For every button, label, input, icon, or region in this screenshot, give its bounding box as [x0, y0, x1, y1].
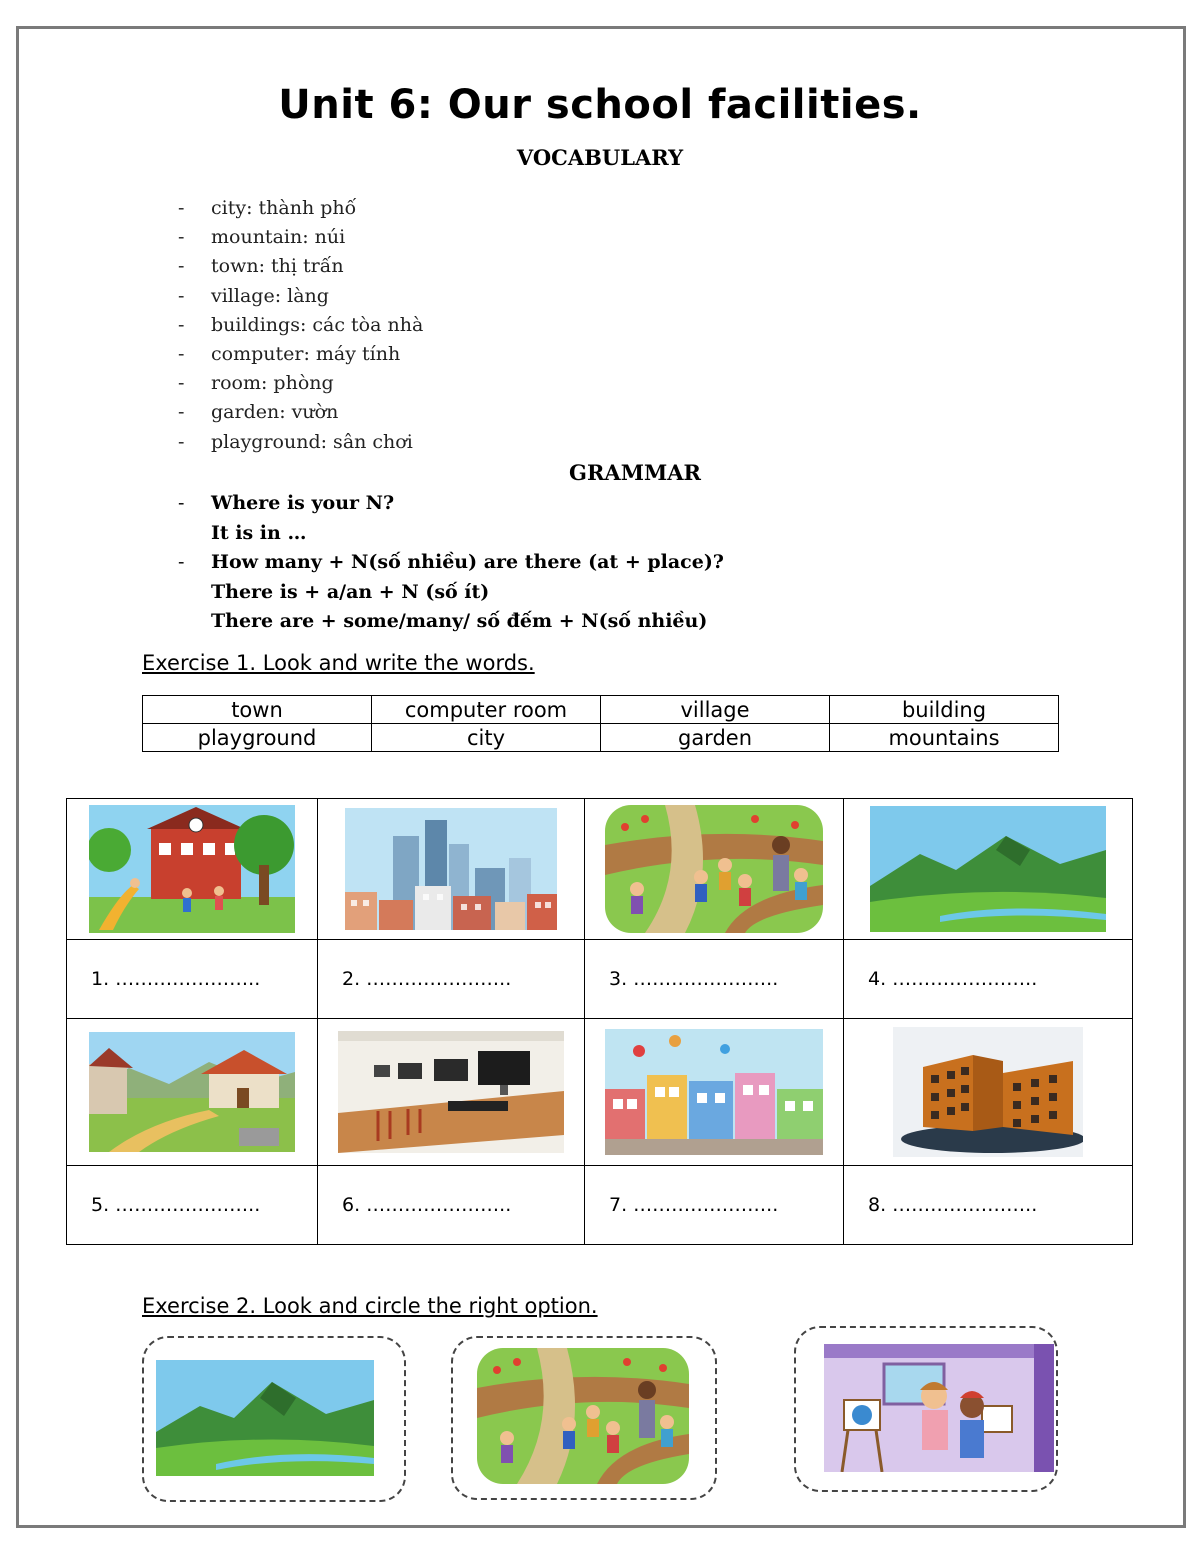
mountains-picture-icon: [870, 806, 1106, 932]
option-card[interactable]: [451, 1336, 717, 1500]
word-bank-cell: computer room: [372, 696, 601, 724]
word-bank-cell: village: [601, 696, 830, 724]
vocab-item: - buildings: các tòa nhà: [178, 311, 423, 340]
grammar-line: There is + a/an + N (số ít): [211, 580, 490, 603]
art-room-picture-icon: [824, 1344, 1054, 1472]
grammar-heading: GRAMMAR: [569, 460, 701, 485]
garden-picture-icon: [477, 1348, 689, 1484]
answer-cell[interactable]: 1. …………………..: [67, 940, 318, 1019]
picture-cell: [318, 799, 585, 940]
answer-cell[interactable]: 4. …………………..: [844, 940, 1133, 1019]
answer-cell[interactable]: 2. …………………..: [318, 940, 585, 1019]
word-bank-cell: city: [372, 724, 601, 752]
picture-cell: [585, 799, 844, 940]
picture-cell: [67, 1019, 318, 1166]
picture-cell: [67, 799, 318, 940]
vocab-item: - city: thành phố: [178, 194, 423, 223]
picture-table: [66, 798, 1133, 1245]
grammar-line: - Where is your N?: [178, 489, 724, 519]
picture-cell: [585, 1019, 844, 1166]
word-bank-cell: mountains: [830, 724, 1059, 752]
word-bank-table: [142, 695, 1059, 752]
answer-cell[interactable]: 8. …………………..: [844, 1166, 1133, 1245]
option-card[interactable]: [142, 1336, 406, 1502]
picture-cell: [844, 799, 1133, 940]
city-picture-icon: [345, 808, 557, 930]
option-card[interactable]: [794, 1326, 1058, 1492]
mountains-picture-icon: [156, 1360, 374, 1476]
answer-cell[interactable]: 6. …………………..: [318, 1166, 585, 1245]
computer-room-picture-icon: [338, 1031, 564, 1153]
garden-picture-icon: [605, 805, 823, 933]
page-title: Unit 6: Our school facilities.: [278, 82, 922, 128]
answer-cell[interactable]: 3. …………………..: [585, 940, 844, 1019]
word-bank-cell: building: [830, 696, 1059, 724]
vocab-item: - room: phòng: [178, 369, 423, 398]
exercise2-title: Exercise 2. Look and circle the right option.: [142, 1294, 598, 1318]
vocab-item: - mountain: núi: [178, 223, 423, 252]
word-bank-cell: town: [143, 696, 372, 724]
vocab-item: - computer: máy tính: [178, 340, 423, 369]
building-picture-icon: [893, 1027, 1083, 1157]
village-picture-icon: [89, 1032, 295, 1152]
word-bank-cell: garden: [601, 724, 830, 752]
grammar-list: [178, 489, 724, 637]
answer-cell[interactable]: 7. …………………..: [585, 1166, 844, 1245]
grammar-line: It is in …: [211, 521, 307, 544]
playground-picture-icon: [89, 805, 295, 933]
grammar-line: - How many + N(số nhiều) are there (at + place)?: [178, 548, 724, 578]
vocab-item: - village: làng: [178, 282, 423, 311]
vocab-item: - town: thị trấn: [178, 252, 423, 281]
vocab-item: - garden: vườn: [178, 398, 423, 427]
vocabulary-heading: VOCABULARY: [516, 145, 684, 170]
picture-cell: [844, 1019, 1133, 1166]
answer-cell[interactable]: 5. …………………..: [67, 1166, 318, 1245]
exercise1-title: Exercise 1. Look and write the words.: [142, 651, 535, 675]
town-picture-icon: [605, 1029, 823, 1155]
word-bank-cell: playground: [143, 724, 372, 752]
vocabulary-list: [178, 194, 423, 457]
vocab-item: - playground: sân chơi: [178, 428, 423, 457]
grammar-line: There are + some/many/ số đếm + N(số nhiều): [211, 610, 708, 632]
picture-cell: [318, 1019, 585, 1166]
